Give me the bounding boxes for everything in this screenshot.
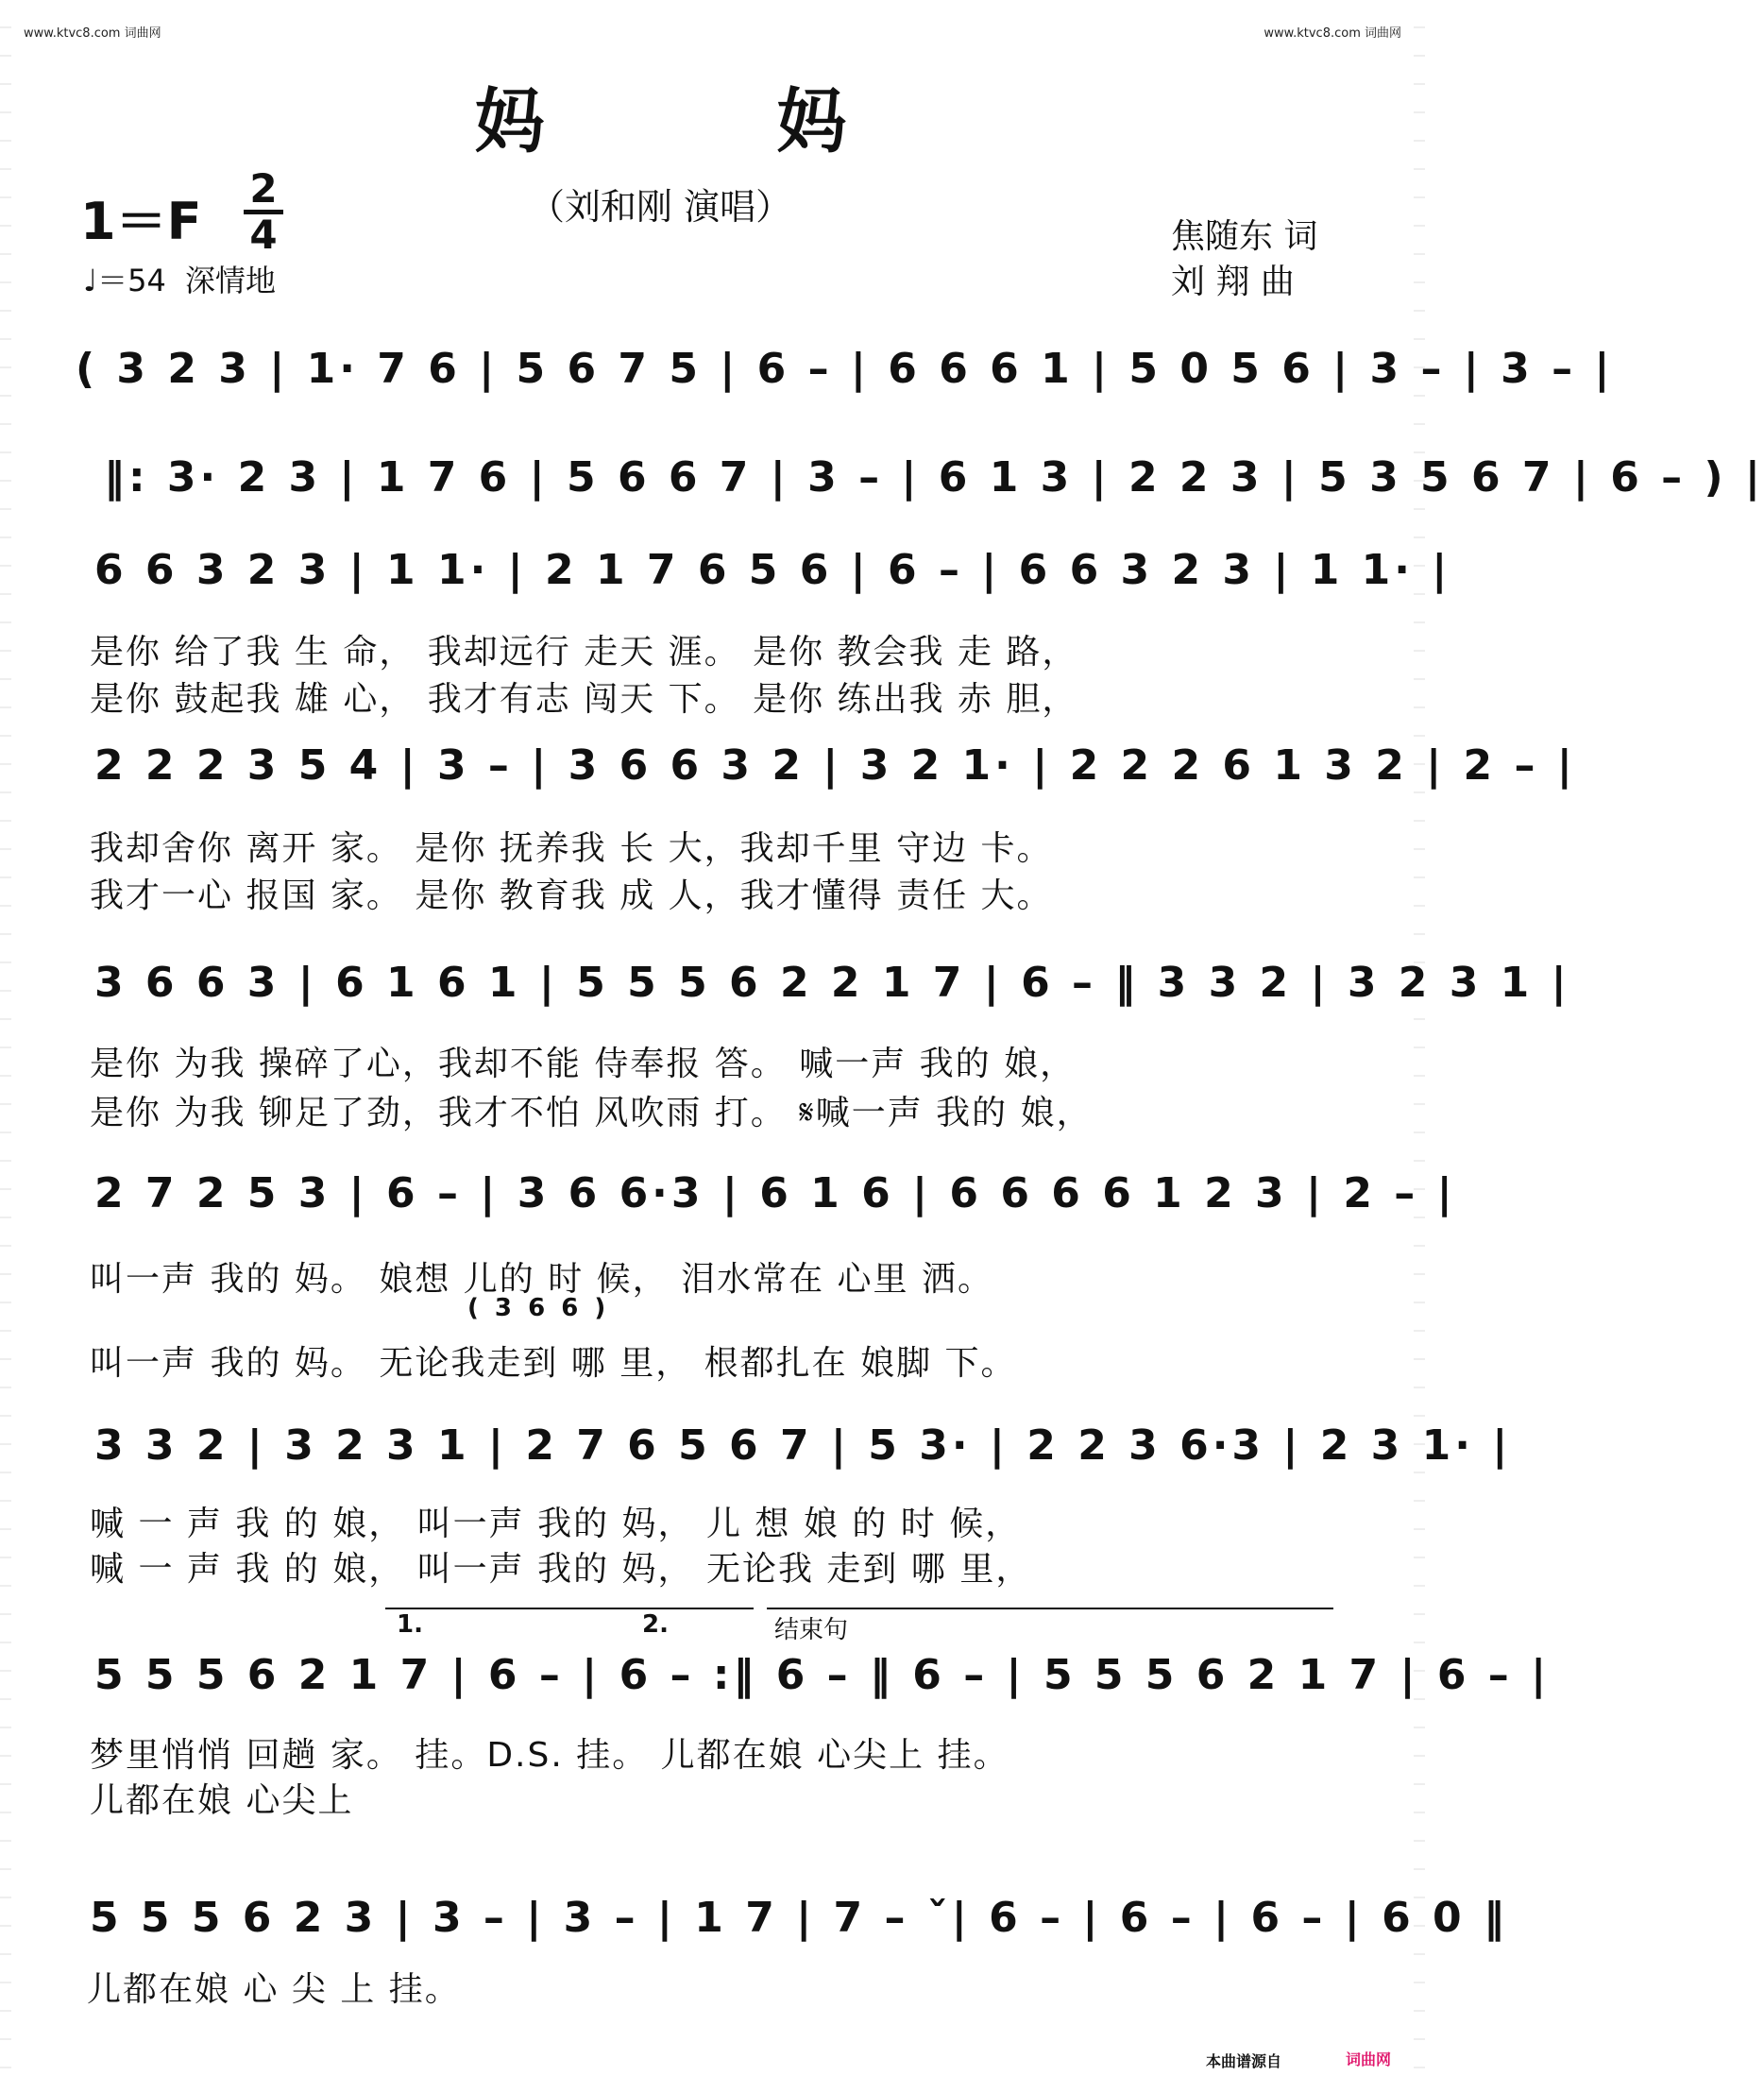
score-row-5-lyrics-2: 是你 为我 铆足了劲，我才不怕 风吹雨 打。 𝄋喊一声 我的 娘， xyxy=(90,1094,1093,1132)
volta-1: 1. xyxy=(397,1610,423,1639)
score-row-8-lyrics-1: 梦里悄悄 回趟 家。 挂。D.S. 挂。 儿都在娘 心尖上 挂。 xyxy=(90,1736,1009,1775)
header-left[interactable]: www.ktvc8.com 词曲网 xyxy=(24,26,161,41)
score-row-3-notes: 6 6 3 2 3 | 1 1· | 2 1 7 6 5 6 | 6 – | 6 6 3 2 3 | 1 1· | xyxy=(94,546,1451,594)
tempo-value: ＝54 xyxy=(97,263,166,298)
score-row-2-notes: ‖: 3· 2 3 | 1 7 6 | 5 6 6 7 | 3 – | 6 1 3 | 2 2 3 | 5 3 5 6 7 | 6 – ) | xyxy=(104,453,1764,502)
tempo-expression: 深情地 xyxy=(185,263,277,298)
score-row-3-lyrics-1: 是你 给了我 生 命， 我却远行 走天 涯。 是你 教会我 走 路， xyxy=(90,633,1078,672)
header-right[interactable]: www.ktvc8.com 词曲网 xyxy=(1264,26,1401,41)
volta-2: 2. xyxy=(642,1610,669,1639)
score-row-6-lyrics-2: 叫一声 我的 妈。 无论我走到 哪 里， 根都扎在 娘脚 下。 xyxy=(90,1344,1017,1383)
score-row-6-notes: 2 7 2 5 3 | 6 – | 3 6 6·3 | 6 1 6 | 6 6 6 6 1 2 3 | 2 – | xyxy=(94,1169,1456,1217)
score-row-3-lyrics-2: 是你 鼓起我 雄 心， 我才有志 闯天 下。 是你 练出我 赤 胆， xyxy=(90,680,1078,719)
score-row-9-notes: 5 5 5 6 2 3 | 3 – | 3 – | 1 7 | 7 – ˇ| 6 – | 6 – | 6 – | 6 0 ‖ xyxy=(90,1894,1508,1942)
score-row-4-notes: 2 2 2 3 5 4 | 3 – | 3 6 6 3 2 | 3 2 1· | 2 2 2 6 1 3 2 | 2 – | xyxy=(94,741,1576,790)
score-row-5-lyrics-1: 是你 为我 操碎了心，我却不能 侍奉报 答。 喊一声 我的 娘， xyxy=(90,1045,1077,1083)
score-row-7-lyrics-2: 喊 一 声 我 的 娘， 叫一声 我的 妈， 无论我 走到 哪 里， xyxy=(90,1550,1032,1589)
time-signature xyxy=(240,165,287,258)
time-sig-bottom: 4 xyxy=(249,212,278,258)
score-row-4-lyrics-2: 我才一心 报国 家。 是你 教育我 成 人，我才懂得 责任 大。 xyxy=(90,876,1053,915)
tempo-marking xyxy=(83,257,276,300)
score-row-1-notes: ( 3 2 3 | 1· 7 6 | 5 6 7 5 | 6 – | 6 6 6 1 | 5 0 5 6 | 3 – | 3 – | xyxy=(76,345,1614,393)
score-row-7-notes: 3 3 2 | 3 2 3 1 | 2 7 6 5 6 7 | 5 3· | 2 2 3 6·3 | 2 3 1· | xyxy=(94,1421,1512,1470)
composer-credit: 刘 翔 曲 xyxy=(1171,263,1295,301)
page-title: 妈 妈 xyxy=(474,81,951,162)
score-row-5-notes: 3 6 6 3 | 6 1 6 1 | 5 5 5 6 2 2 1 7 | 6 – ‖ 3 3 2 | 3 2 3 1 | xyxy=(94,959,1570,1007)
ending-line xyxy=(767,1608,1333,1609)
score-row-8-notes: 5 5 5 6 2 1 7 | 6 – | 6 – :‖ 6 – ‖ 6 – | 5 5 5 6 2 1 7 | 6 – | xyxy=(94,1651,1551,1699)
time-sig-top: 2 xyxy=(249,165,278,212)
alternate-notes: ( 3 6 6 ) xyxy=(467,1294,610,1322)
quarter-note-icon: ♩ xyxy=(83,263,98,298)
volta-ending: 结束句 xyxy=(774,1616,849,1644)
footer-source: 本曲谱源自 xyxy=(1206,2052,1282,2070)
footer-logo[interactable]: 词曲网 xyxy=(1346,2050,1392,2068)
score-row-8-lyrics-2: 儿都在娘 心尖上 xyxy=(90,1781,354,1820)
score-row-6-lyrics-1: 叫一声 我的 妈。 娘想 儿的 时 候， 泪水常在 心里 洒。 xyxy=(90,1260,993,1299)
score-row-7-lyrics-1: 喊 一 声 我 的 娘， 叫一声 我的 妈， 儿 想 娘 的 时 候， xyxy=(90,1505,1022,1543)
lyricist-credit: 焦随东 词 xyxy=(1171,217,1318,256)
score-row-4-lyrics-1: 我却舍你 离开 家。 是你 抚养我 长 大，我却千里 守边 卡。 xyxy=(90,829,1053,868)
volta-line xyxy=(385,1608,754,1609)
score-row-9-lyrics-1: 儿都在娘 心 尖 上 挂。 xyxy=(87,1970,461,2009)
subtitle: （刘和刚 演唱） xyxy=(529,186,792,228)
key-signature: 1＝F xyxy=(80,192,202,251)
